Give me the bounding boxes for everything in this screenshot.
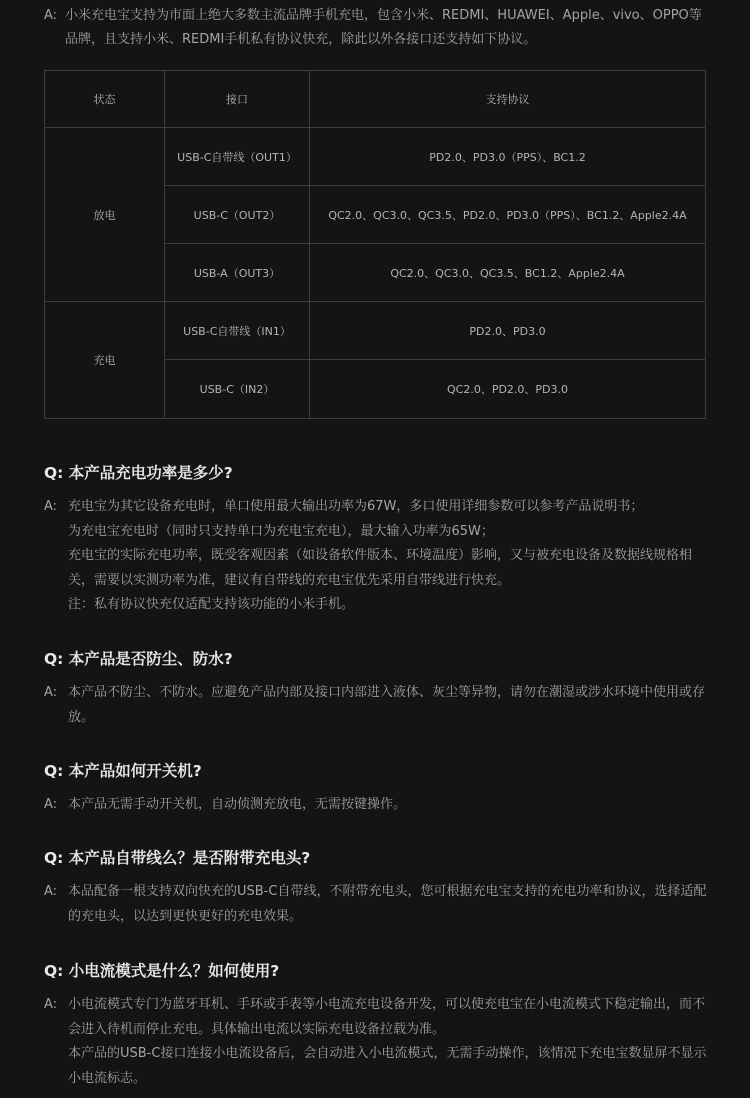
question-text: 本产品自带线么？是否附带充电头? [68,849,311,867]
faq-question [44,759,708,783]
protocols-cell: PD2.0、PD3.0 [310,302,706,360]
faq-item-power-switch [44,759,708,818]
faq-question [44,846,708,870]
protocols-cell: QC2.0、PD2.0、PD3.0 [310,360,706,419]
answer-line: 本品配备一根支持双向快充的USB-C自带线，不附带充电头，您可根据充电宝支持的充电功率和协议，选择适配的充电头，以达到更快更好的充电效果。 [68,884,707,924]
intro-paragraph [44,4,714,52]
faq-item-low-current-mode [44,959,708,1091]
answer-prefix: A: [44,499,58,514]
port-cell: USB-C自带线（OUT1） [165,128,310,186]
answer-line: 本产品无需手动开关机，自动侦测充放电，无需按键操作。 [68,797,407,812]
answer-prefix: A: [44,884,58,899]
status-cell-discharge: 放电 [45,128,165,302]
answer-prefix: A: [44,685,58,700]
port-cell: USB-C自带线（IN1） [165,302,310,360]
intro-text: 小米充电宝支持为市面上绝大多数主流品牌手机充电，包含小米、REDMI、HUAWEI、Apple、vivo、OPPO等品牌，且支持小米、REDMI手机私有协议快充，除此以外各接口还支持如下协议。 [65,8,702,47]
faq-answer [44,993,708,1091]
answer-line: 小电流模式专门为蓝牙耳机、手环或手表等小电流充电设备开发，可以使充电宝在小电流模式下稳定输出，而不会进入待机而停止充电。具体输出电流以实际充电设备拉载为准。 [68,997,706,1037]
faq-item-cable-charger [44,846,708,929]
answer-prefix: A: [44,797,58,812]
protocols-cell: PD2.0、PD3.0（PPS）、BC1.2 [310,128,706,186]
table-header-row [45,71,706,128]
faq-question [44,461,708,485]
port-cell: USB-C（OUT2） [165,186,310,244]
port-cell: USB-A（OUT3） [165,244,310,302]
protocols-cell: QC2.0、QC3.0、QC3.5、PD2.0、PD3.0（PPS）、BC1.2、Apple2.4A [310,186,706,244]
question-prefix: Q: [44,762,64,780]
table-row [45,128,706,186]
answer-prefix: A: [44,997,58,1012]
question-prefix: Q: [44,849,64,867]
faq-item-charging-power [44,461,708,618]
faq-answer [44,681,708,730]
question-prefix: Q: [44,650,64,668]
answer-line: 本产品的USB-C接口连接小电流设备后，会自动进入小电流模式，无需手动操作，该情况下充电宝数显屏不显示小电流标志。 [68,1046,707,1086]
question-text: 本产品如何开关机? [68,762,202,780]
faq-answer [44,793,708,818]
protocols-cell: QC2.0、QC3.0、QC3.5、BC1.2、Apple2.4A [310,244,706,302]
header-port: 接口 [165,71,310,128]
answer-line: 注：私有协议快充仅适配支持该功能的小米手机。 [68,597,355,612]
answer-line: 为充电宝充电时（同时只支持单口为充电宝充电），最大输入功率为65W； [68,523,494,539]
table-row [45,302,706,360]
answer-line: 本产品不防尘、不防水。应避免产品内部及接口内部进入液体、灰尘等异物，请勿在潮湿或涉水环境中使用或存放。 [68,685,706,725]
port-cell: USB-C（IN2） [165,360,310,419]
question-text: 本产品充电功率是多少? [68,464,233,482]
answer-line: 充电宝的实际充电功率，既受客观因素（如设备软件版本、环境温度）影响，又与被充电设备及数据线规格相关，需要以实测功率为准，建议有自带线的充电宝优先采用自带线进行快充。 [68,548,693,588]
faq-question [44,959,708,983]
status-cell-charge: 充电 [45,302,165,419]
question-prefix: Q: [44,464,64,482]
faq-question [44,647,708,671]
faq-answer [44,880,708,929]
question-text: 本产品是否防尘、防水? [68,650,233,668]
answer-prefix: A: [44,8,58,23]
faq-item-dust-water [44,647,708,730]
question-text: 小电流模式是什么？如何使用? [68,962,280,980]
protocol-table [44,70,706,419]
faq-answer [44,495,708,618]
question-prefix: Q: [44,962,64,980]
header-status: 状态 [45,71,165,128]
header-protocols: 支持协议 [310,71,706,128]
answer-line: 充电宝为其它设备充电时，单口使用最大输出功率为67W，多口使用详细参数可以参考产品说明书； [68,499,644,514]
